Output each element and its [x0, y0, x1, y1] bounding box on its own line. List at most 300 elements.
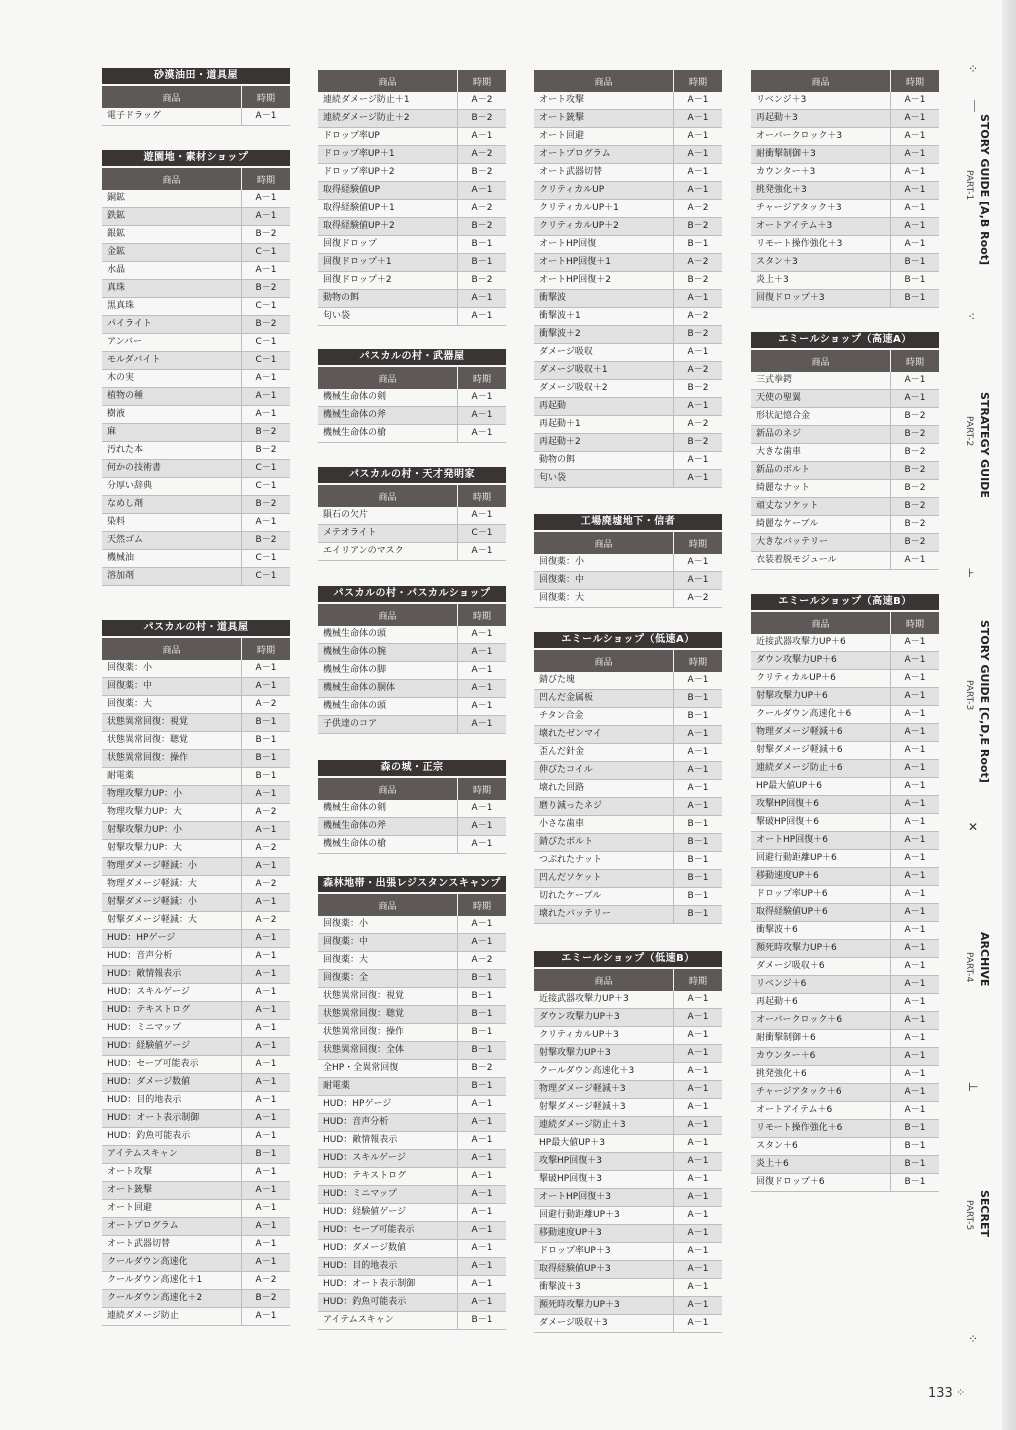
item-time: A－1 [674, 1009, 723, 1027]
item-time: A－1 [242, 1200, 291, 1218]
table-row [534, 1045, 722, 1063]
item-name: 連続ダメージ防止＋1 [318, 92, 458, 110]
item-name: 機械生命体の脚 [318, 662, 458, 680]
header-name: 商品 [102, 637, 242, 660]
item-time: B－2 [891, 426, 940, 444]
item-name: 撃破HP回復＋6 [751, 814, 891, 832]
table-row [102, 442, 290, 460]
header-time: 時期 [891, 611, 940, 634]
item-name: 回復薬：全 [318, 970, 458, 988]
header-time: 時期 [891, 69, 940, 92]
item-time: A－1 [458, 644, 507, 662]
sidebar-part: PART-4 [964, 952, 974, 983]
item-name: スタン＋6 [751, 1138, 891, 1156]
item-name: 綺麗なケーブル [751, 516, 891, 534]
item-time: B－1 [674, 816, 723, 834]
item-name: エイリアンのマスク [318, 543, 458, 561]
item-name: 機械生命体の斧 [318, 407, 458, 425]
item-time: A－2 [674, 200, 723, 218]
item-time: A－1 [458, 800, 507, 818]
item-time: A－2 [242, 912, 291, 930]
item-name: HUD：目的地表示 [318, 1258, 458, 1276]
item-time: A－1 [242, 1164, 291, 1182]
item-name: 連続ダメージ防止＋6 [751, 760, 891, 778]
table-row [751, 706, 939, 724]
item-name: 黒真珠 [102, 298, 242, 316]
table-row [751, 426, 939, 444]
item-time: B－2 [458, 272, 507, 290]
table-row [751, 796, 939, 814]
item-time: B－2 [674, 218, 723, 236]
item-time: A－1 [891, 110, 940, 128]
item-name: オート攻撃 [102, 1164, 242, 1182]
item-time: A－1 [674, 182, 723, 200]
item-time: B－1 [674, 690, 723, 708]
item-name: ダウン攻撃力UP＋3 [534, 1009, 674, 1027]
item-time: A－1 [458, 1294, 507, 1312]
sidebar-label[interactable]: STRATEGY GUIDE [978, 392, 991, 498]
item-time: A－1 [674, 1297, 723, 1315]
item-time: A－1 [674, 1045, 723, 1063]
item-time: A－1 [458, 662, 507, 680]
sidebar-label[interactable]: STORY GUIDE [A,B Root] [978, 114, 991, 265]
item-time: A－1 [674, 1063, 723, 1081]
item-time: A－1 [458, 1150, 507, 1168]
item-name: 耐電薬 [318, 1078, 458, 1096]
header-name: 商品 [318, 777, 458, 800]
item-name: 隕石の欠片 [318, 507, 458, 525]
item-time: A－1 [242, 858, 291, 876]
item-name: 射撃ダメージ軽減：小 [102, 894, 242, 912]
table-row [318, 146, 506, 164]
item-name: HUD：音声分析 [102, 948, 242, 966]
item-name: 切れたケーブル [534, 888, 674, 906]
item-time: A－1 [242, 1308, 291, 1326]
item-time: A－1 [458, 716, 507, 734]
item-name: HUD：セーブ可能表示 [102, 1056, 242, 1074]
item-time: A－1 [891, 200, 940, 218]
item-name: 耐衝撃制御＋6 [751, 1030, 891, 1048]
header-name: 商品 [318, 69, 458, 92]
item-time: A－1 [458, 818, 507, 836]
item-table [751, 68, 939, 308]
item-time: A－1 [891, 1066, 940, 1084]
item-name: 新品のネジ [751, 426, 891, 444]
table-row [534, 1171, 722, 1189]
item-name: 汚れた本 [102, 442, 242, 460]
item-time: A－1 [891, 218, 940, 236]
item-name: 射撃ダメージ軽減＋6 [751, 742, 891, 760]
table-row [751, 254, 939, 272]
item-name: 大きなバッテリー [751, 534, 891, 552]
item-time: B－2 [242, 280, 291, 298]
item-name: 回避行動距離UP＋3 [534, 1207, 674, 1225]
item-name: 銅鉱 [102, 190, 242, 208]
table-row [318, 970, 506, 988]
table-row [102, 496, 290, 514]
item-table [318, 483, 506, 561]
item-name: 物理ダメージ軽減：大 [102, 876, 242, 894]
shop-table [751, 332, 939, 570]
item-time: A－1 [891, 958, 940, 976]
table-row [751, 724, 939, 742]
table-row [102, 1020, 290, 1038]
item-name: 再起動＋3 [751, 110, 891, 128]
header-name: 商品 [534, 968, 674, 991]
item-time: A－1 [674, 1153, 723, 1171]
header-time: 時期 [242, 85, 291, 108]
item-name: 射撃攻撃力UP：小 [102, 822, 242, 840]
item-name: 回避行動距離UP＋6 [751, 850, 891, 868]
item-name: HUD：ミニマップ [102, 1020, 242, 1038]
table-row [534, 870, 722, 888]
table-row [102, 822, 290, 840]
table-row [318, 272, 506, 290]
item-name: HUD：経験値ゲージ [318, 1204, 458, 1222]
table-row [318, 1114, 506, 1132]
table-row [534, 398, 722, 416]
table-header [102, 85, 290, 108]
table-header [751, 611, 939, 634]
item-name: 瀕死時攻撃力UP＋6 [751, 940, 891, 958]
table-row [318, 1096, 506, 1114]
table-row [102, 1308, 290, 1326]
item-time: A－1 [674, 572, 723, 590]
item-time: A－1 [458, 1258, 507, 1276]
table-row [751, 1066, 939, 1084]
table-row [534, 672, 722, 690]
item-time: A－1 [242, 1110, 291, 1128]
item-name: 機械生命体の槍 [318, 425, 458, 443]
item-time: A－1 [674, 1207, 723, 1225]
item-name: クリティカルUP＋1 [534, 200, 674, 218]
shop-table [102, 150, 290, 586]
table-row [751, 534, 939, 552]
sidebar-part: PART-1 [964, 170, 974, 201]
table-row [318, 389, 506, 407]
item-name: 物理攻撃力UP：小 [102, 786, 242, 804]
item-time: A－1 [458, 1204, 507, 1222]
shop-title: パスカルの村・パスカルショップ [318, 586, 506, 602]
item-time: A－1 [458, 128, 507, 146]
table-row [102, 280, 290, 298]
item-time: B－2 [674, 434, 723, 452]
item-name: チャージアタック＋6 [751, 1084, 891, 1102]
item-table [102, 636, 290, 1326]
item-time: A－1 [674, 798, 723, 816]
item-table [534, 648, 722, 924]
item-time: A－1 [674, 110, 723, 128]
header-time: 時期 [458, 777, 507, 800]
item-name: オートHP回復＋2 [534, 272, 674, 290]
shop-table [318, 349, 506, 443]
table-row [318, 128, 506, 146]
item-time: B－1 [242, 768, 291, 786]
item-name: オートHP回復＋3 [534, 1189, 674, 1207]
item-time: B－2 [458, 1060, 507, 1078]
table-row [751, 516, 939, 534]
shop-title: 遊園地・素材ショップ [102, 150, 290, 166]
item-time: A－1 [458, 389, 507, 407]
item-name: オートプログラム [102, 1218, 242, 1236]
table-row [751, 218, 939, 236]
item-table [318, 365, 506, 443]
item-time: A－1 [242, 1002, 291, 1020]
item-table [534, 967, 722, 1333]
shop-table [318, 876, 506, 1330]
item-name: 取得経験値UP＋2 [318, 218, 458, 236]
item-name: クールダウン高速化＋1 [102, 1272, 242, 1290]
item-name: 近接武器攻撃力UP＋6 [751, 634, 891, 652]
item-time: A－1 [674, 1135, 723, 1153]
table-row [102, 696, 290, 714]
item-name: オートアイテム＋3 [751, 218, 891, 236]
item-name: 綺麗なナット [751, 480, 891, 498]
item-time: A－1 [891, 832, 940, 850]
table-row [318, 92, 506, 110]
header-time: 時期 [458, 603, 507, 626]
shop-title: エミールショップ（高速B） [751, 594, 939, 610]
item-time: A－1 [891, 850, 940, 868]
table-header [102, 637, 290, 660]
table-row [534, 744, 722, 762]
item-name: 回復ドロップ＋1 [318, 254, 458, 272]
item-table [318, 602, 506, 734]
table-row [318, 543, 506, 561]
sidebar-label[interactable]: ARCHIVE [978, 932, 991, 987]
item-time: A－1 [242, 822, 291, 840]
item-name: モルダバイト [102, 352, 242, 370]
item-time: A－1 [891, 236, 940, 254]
item-name: つぶれたナット [534, 852, 674, 870]
item-name: HUD：セーブ可能表示 [318, 1222, 458, 1240]
item-name: 耐衝撃制御＋3 [751, 146, 891, 164]
item-name: 耐電薬 [102, 768, 242, 786]
item-name: 連続ダメージ防止＋3 [534, 1117, 674, 1135]
table-row [318, 818, 506, 836]
table-row [102, 532, 290, 550]
table-row [318, 164, 506, 182]
table-row [318, 1294, 506, 1312]
table-row [534, 434, 722, 452]
item-time: A－2 [674, 254, 723, 272]
table-row [102, 1254, 290, 1272]
table-row [751, 778, 939, 796]
item-time: A－1 [891, 128, 940, 146]
item-time: A－1 [242, 1074, 291, 1092]
table-row [102, 1236, 290, 1254]
item-name: 凹んだ金属板 [534, 690, 674, 708]
header-name: 商品 [318, 893, 458, 916]
table-row [318, 1312, 506, 1330]
item-name: 機械生命体の頭 [318, 698, 458, 716]
item-time: A－1 [242, 948, 291, 966]
sidebar-label[interactable]: STORY GUIDE [C,D,E Root] [978, 620, 991, 783]
item-time: A－1 [458, 1132, 507, 1150]
item-time: A－1 [674, 672, 723, 690]
item-table [102, 84, 290, 126]
item-time: A－1 [891, 922, 940, 940]
table-row [751, 272, 939, 290]
header-name: 商品 [751, 611, 891, 634]
table-row [751, 652, 939, 670]
item-name: ダメージ吸収＋6 [751, 958, 891, 976]
table-row [751, 146, 939, 164]
table-row [318, 200, 506, 218]
item-time: A－1 [891, 760, 940, 778]
item-time: A－1 [674, 290, 723, 308]
item-name: 再起動＋1 [534, 416, 674, 434]
item-name: オート銃撃 [534, 110, 674, 128]
item-time: B－1 [674, 236, 723, 254]
table-row [534, 1135, 722, 1153]
table-row [102, 786, 290, 804]
table-row [102, 1002, 290, 1020]
item-name: 炎上＋6 [751, 1156, 891, 1174]
shop-title: 森林地帯・出張レジスタンスキャンプ [318, 876, 506, 892]
shop-title: 工場廃墟地下・信者 [534, 514, 722, 530]
item-time: A－2 [458, 146, 507, 164]
table-row [102, 460, 290, 478]
item-name: オートHP回復＋6 [751, 832, 891, 850]
table-row [534, 1117, 722, 1135]
table-header [534, 649, 722, 672]
item-time: A－1 [242, 894, 291, 912]
table-row [102, 750, 290, 768]
item-time: A－1 [458, 1276, 507, 1294]
item-name: 物理攻撃力UP：大 [102, 804, 242, 822]
page-number: 133 [928, 1386, 953, 1401]
table-row [751, 372, 939, 390]
item-name: 衝撃波＋6 [751, 922, 891, 940]
table-row [534, 290, 722, 308]
item-name: クールダウン高速化＋2 [102, 1290, 242, 1308]
table-row [751, 92, 939, 110]
item-time: A－1 [891, 652, 940, 670]
item-name: 錆びた塊 [534, 672, 674, 690]
table-row [102, 804, 290, 822]
item-time: A－1 [242, 1236, 291, 1254]
table-row [751, 1084, 939, 1102]
table-row [751, 814, 939, 832]
item-name: オート武器切替 [102, 1236, 242, 1254]
table-row [534, 416, 722, 434]
table-row [751, 498, 939, 516]
item-time: A－1 [242, 1056, 291, 1074]
item-name: オート回避 [534, 128, 674, 146]
item-time: A－1 [891, 552, 940, 570]
item-name: リモート操作強化＋6 [751, 1120, 891, 1138]
table-row [318, 182, 506, 200]
item-time: B－2 [242, 496, 291, 514]
item-time: C－1 [458, 525, 507, 543]
item-time: A－2 [458, 92, 507, 110]
item-name: クリティカルUP＋6 [751, 670, 891, 688]
table-row [534, 590, 722, 608]
item-name: 天然ゴム [102, 532, 242, 550]
item-name: HUD：目的地表示 [102, 1092, 242, 1110]
table-row [102, 1200, 290, 1218]
table-header [534, 531, 722, 554]
item-name: 麻 [102, 424, 242, 442]
item-table [318, 776, 506, 854]
divider [974, 100, 975, 112]
table-row [318, 934, 506, 952]
item-name: 衝撃波 [534, 290, 674, 308]
item-name: リベンジ＋6 [751, 976, 891, 994]
item-name: クールダウン高速化＋6 [751, 706, 891, 724]
item-time: A－1 [242, 388, 291, 406]
item-name: 再起動 [534, 398, 674, 416]
item-name: 機械生命体の腕 [318, 644, 458, 662]
item-name: オート武器切替 [534, 164, 674, 182]
item-name: 小さな歯車 [534, 816, 674, 834]
item-time: A－1 [891, 994, 940, 1012]
item-time: A－2 [242, 840, 291, 858]
table-row [534, 128, 722, 146]
item-time: A－1 [891, 164, 940, 182]
table-row [318, 236, 506, 254]
item-time: A－1 [242, 208, 291, 226]
item-name: オートHP回復＋1 [534, 254, 674, 272]
table-row [534, 762, 722, 780]
item-name: 射撃攻撃力UP＋6 [751, 688, 891, 706]
item-time: A－1 [891, 670, 940, 688]
table-row [534, 254, 722, 272]
item-name: 状態異常回復：操作 [102, 750, 242, 768]
table-row [318, 110, 506, 128]
item-name: 回復ドロップ＋3 [751, 290, 891, 308]
item-name: 三式拳鍔 [751, 372, 891, 390]
item-time: B－2 [242, 532, 291, 550]
item-time: A－1 [891, 940, 940, 958]
item-name: HUD：HPゲージ [102, 930, 242, 948]
table-row [534, 236, 722, 254]
item-time: A－1 [891, 724, 940, 742]
table-row [102, 1056, 290, 1074]
table-row [534, 1279, 722, 1297]
table-row [102, 190, 290, 208]
table-row [102, 1272, 290, 1290]
item-name: 挑発強化＋6 [751, 1066, 891, 1084]
item-name: HUD：オート表示制御 [102, 1110, 242, 1128]
item-name: パイライト [102, 316, 242, 334]
table-row [751, 832, 939, 850]
item-name: 物理ダメージ軽減＋6 [751, 724, 891, 742]
item-time: C－1 [242, 298, 291, 316]
item-time: A－1 [674, 1315, 723, 1333]
item-name: 攻撃HP回復＋6 [751, 796, 891, 814]
header-name: 商品 [534, 69, 674, 92]
item-name: 回復薬：大 [318, 952, 458, 970]
shop-title: エミールショップ（低速A） [534, 632, 722, 648]
sidebar-label[interactable]: SECRET [978, 1190, 991, 1237]
table-row [318, 626, 506, 644]
item-time: B－2 [458, 164, 507, 182]
item-name: 壊れたゼンマイ [534, 726, 674, 744]
item-name: 射撃ダメージ軽減＋3 [534, 1099, 674, 1117]
table-row [318, 525, 506, 543]
item-time: A－1 [458, 1168, 507, 1186]
item-name: アイテムスキャン [102, 1146, 242, 1164]
table-row [534, 906, 722, 924]
table-row [318, 407, 506, 425]
item-name: 回復薬：小 [102, 660, 242, 678]
shop-table [534, 68, 722, 488]
item-name: オート攻撃 [534, 92, 674, 110]
header-name: 商品 [534, 531, 674, 554]
item-name: 機械生命体の剣 [318, 800, 458, 818]
